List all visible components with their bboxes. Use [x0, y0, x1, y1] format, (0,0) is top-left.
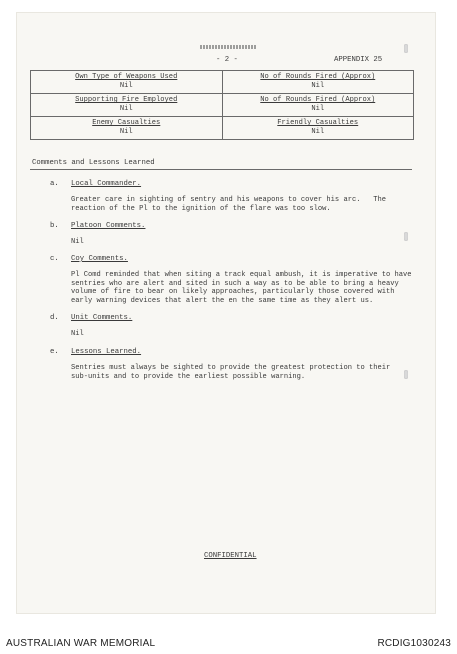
section-line: Nil — [71, 238, 84, 246]
section-line: Nil — [71, 330, 84, 338]
details-table — [30, 70, 414, 140]
table-cell — [222, 117, 414, 139]
punch-hole — [404, 370, 408, 379]
section-letter: a. — [50, 180, 59, 188]
cell-label: No of Rounds Fired (Approx) — [260, 96, 376, 104]
cell-label: Enemy Casualties — [92, 119, 161, 127]
cell-value: Nil — [311, 128, 325, 136]
table-cell — [222, 71, 414, 93]
cell-label: Own Type of Weapons Used — [75, 73, 178, 81]
cell-label: Friendly Casualties — [277, 119, 359, 127]
cell-value: Nil — [119, 82, 133, 90]
section-heading: Lessons Learned. — [71, 348, 142, 356]
section-line: sentries who are alert and sited in such a way as to be able to bring a heavy — [71, 279, 399, 288]
section-line: reaction of the Pl to the ignition of the flare was too slow. — [71, 204, 331, 213]
table-row — [31, 71, 413, 94]
section-letter: c. — [50, 255, 59, 263]
appendix-label: APPENDIX 25 — [334, 56, 383, 64]
section-line: sub-units and to provide the earliest possible warning. — [71, 372, 306, 381]
section-line: volume of fire to bear on likely approaches, particularly those covered with — [71, 288, 395, 297]
archive-name: AUSTRALIAN WAR MEMORIAL — [6, 638, 156, 649]
cell-label: No of Rounds Fired (Approx) — [260, 73, 376, 81]
table-cell — [31, 71, 222, 93]
section-line: Sentries must always be sighted to provide the greatest protection to their — [71, 364, 391, 372]
archive-id: RCDIG1030243 — [377, 638, 451, 649]
section-line: early warning devices that alert the en the same time as they alert us. — [71, 296, 374, 305]
footer-classification: CONFIDENTIAL — [204, 552, 257, 560]
cell-value: Nil — [119, 128, 133, 136]
cell-value: Nil — [119, 105, 133, 113]
table-cell — [31, 117, 222, 139]
section-letter: e. — [50, 348, 59, 356]
page-number: - 2 - — [216, 56, 238, 64]
section-heading: Local Commander. — [71, 180, 142, 188]
section-heading: Unit Comments. — [71, 314, 133, 322]
section-letter: b. — [50, 222, 59, 230]
table-row — [31, 117, 413, 139]
section-line: Greater care in sighting of sentry and his weapons to cover his arc. The — [71, 196, 387, 204]
punch-hole — [404, 44, 408, 53]
section-heading: Platoon Comments. — [71, 222, 146, 230]
section-line: Pl Comd reminded that when siting a track equal ambush, it is imperative to have — [71, 271, 412, 279]
table-row — [31, 94, 413, 117]
cell-label: Supporting Fire Employed — [75, 96, 178, 104]
table-cell — [31, 94, 222, 116]
top-classification-mark — [200, 45, 256, 49]
section-heading: Coy Comments. — [71, 255, 128, 263]
punch-hole — [404, 232, 408, 241]
cell-value: Nil — [311, 105, 325, 113]
cell-value: Nil — [311, 82, 325, 90]
comments-heading: Comments and Lessons Learned — [32, 159, 155, 167]
table-cell — [222, 94, 414, 116]
section-letter: d. — [50, 314, 59, 322]
archive-footer — [0, 626, 457, 654]
